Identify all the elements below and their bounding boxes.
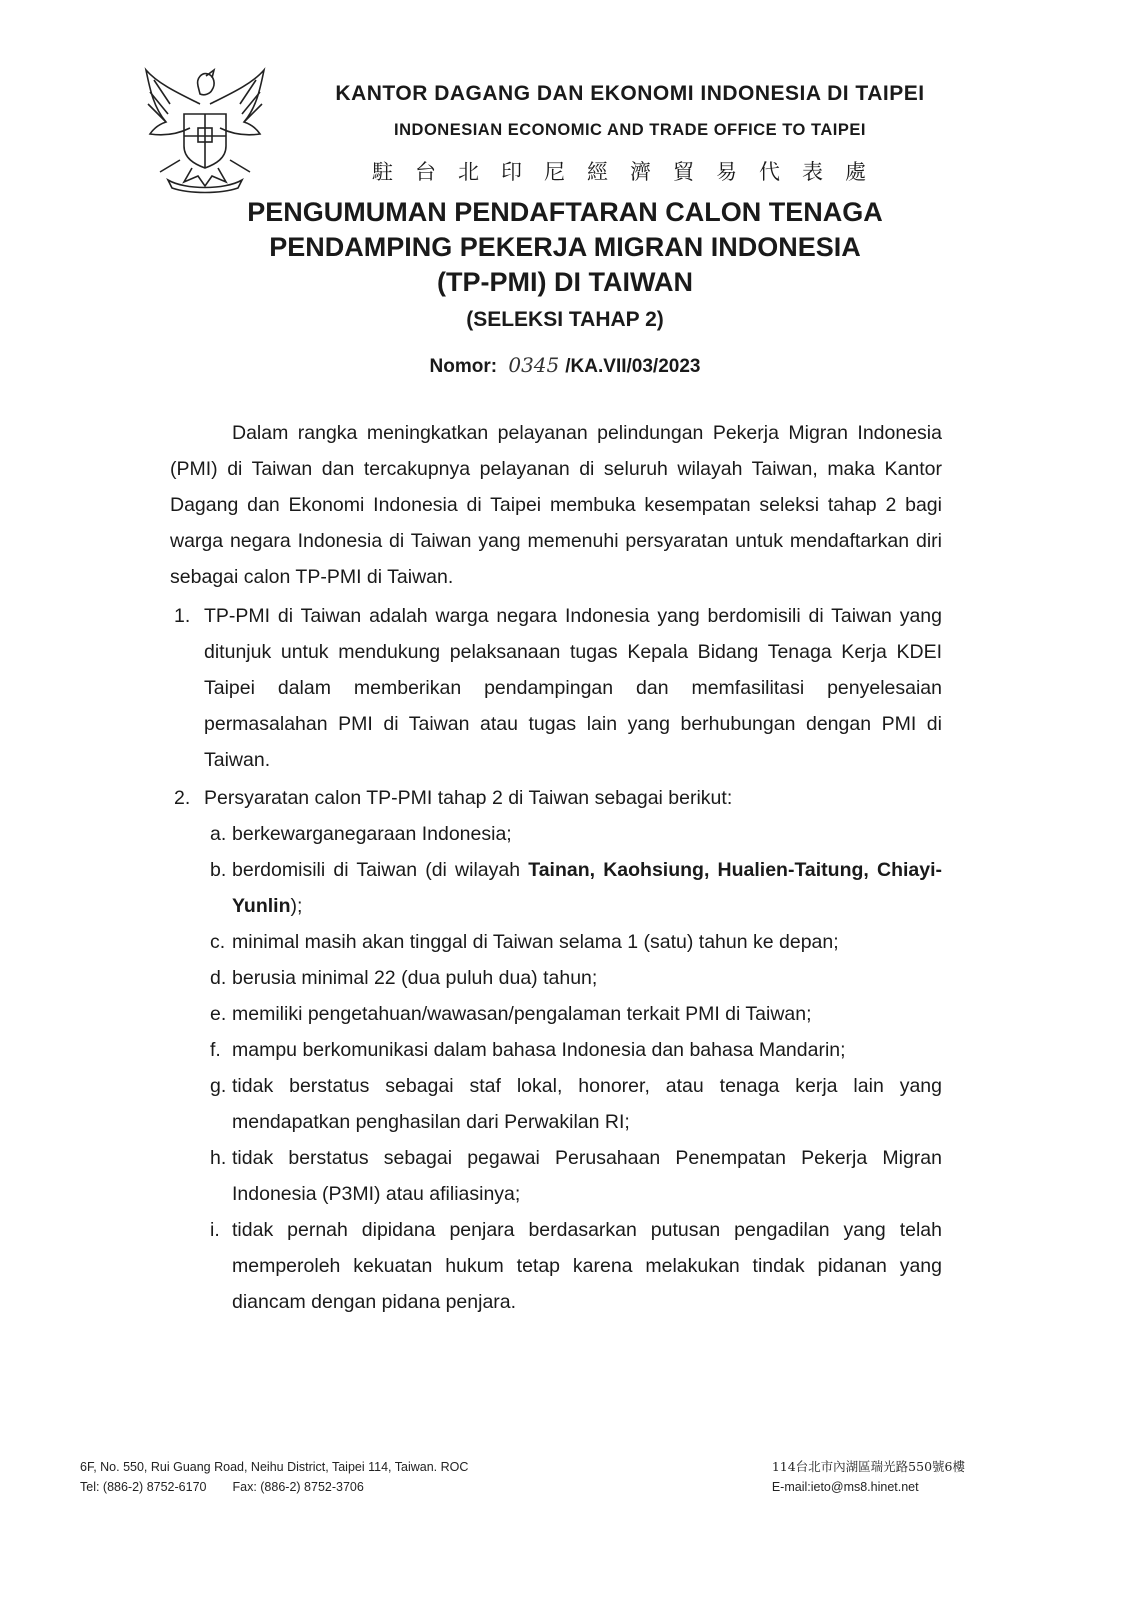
requirement-letter: d. [210, 967, 227, 989]
requirement-item [170, 996, 942, 1032]
nomor-handwritten: 0345 [508, 353, 560, 377]
requirement-letter: i. [210, 1219, 220, 1241]
item-number: 1. [174, 605, 191, 627]
footer-contact-right [772, 1457, 965, 1497]
requirement-text: tidak berstatus sebagai pegawai Perusahaan Penempatan Pekerja Migran Indonesia (P3MI) atau afiliasinya; [232, 1147, 942, 1205]
requirement-text-pre: berdomisili di Taiwan (di wilayah [232, 859, 529, 881]
document-number [0, 353, 1130, 378]
requirement-item [170, 1068, 942, 1140]
footer-address: 6F, No. 550, Rui Guang Road, Neihu District, Taipei 114, Taiwan. ROC [80, 1460, 469, 1474]
org-name-zh: 駐台北印尼經濟貿易代表處 [372, 160, 888, 184]
intro-paragraph: Dalam rangka meningkatkan pelayanan pelindungan Pekerja Migran Indonesia (PMI) di Taiwan dan tercakupnya pelayanan di seluruh wilayah Taiwan, maka Kantor Dagang dan Ekonomi Indonesia di Taipei membuka kesempatan seleksi tahap 2 bagi warga negara Indonesia di Taiwan yang memenuhi persyaratan untuk mendaftarkan diri sebagai calon TP-PMI di Taiwan. [170, 422, 942, 588]
requirement-text: tidak berstatus sebagai staf lokal, honorer, atau tenaga kerja lain yang mendapatkan penghasilan dari Perwakilan RI; [232, 1075, 942, 1133]
title-line-1: PENGUMUMAN PENDAFTARAN CALON TENAGA [247, 197, 883, 227]
requirement-text: minimal masih akan tinggal di Taiwan selama 1 (satu) tahun ke depan; [232, 931, 839, 953]
title-line-3: (TP-PMI) DI TAIWAN [437, 267, 693, 297]
requirement-item [170, 960, 942, 996]
requirements-list [170, 816, 942, 1320]
requirement-text: memiliki pengetahuan/wawasan/pengalaman terkait PMI di Taiwan; [232, 1003, 812, 1025]
requirement-letter: g. [210, 1075, 227, 1097]
org-name-id: KANTOR DAGANG DAN EKONOMI INDONESIA DI TAIPEI [335, 82, 925, 105]
requirement-letter: e. [210, 1003, 227, 1025]
footer-tel: Tel: (886-2) 8752-6170 [80, 1480, 207, 1494]
garuda-emblem-icon [140, 64, 270, 194]
requirement-text: mampu berkomunikasi dalam bahasa Indonesia dan bahasa Mandarin; [232, 1039, 846, 1061]
requirement-letter: b. [210, 859, 227, 881]
requirement-item [170, 1212, 942, 1320]
requirement-letter: c. [210, 931, 226, 953]
requirement-letter: a. [210, 823, 227, 845]
footer-contact-left [80, 1457, 468, 1497]
nomor-label: Nomor: [429, 356, 498, 377]
title-line-4: (SELEKSI TAHAP 2) [466, 308, 664, 331]
org-name-en: INDONESIAN ECONOMIC AND TRADE OFFICE TO TAIPEI [394, 121, 866, 139]
numbered-list [170, 598, 942, 778]
list-item [170, 598, 942, 778]
title-line-2: PENDAMPING PEKERJA MIGRAN INDONESIA [269, 232, 861, 262]
requirement-letter: h. [210, 1147, 227, 1169]
requirement-text-post: ); [290, 895, 303, 917]
requirement-item [170, 1032, 942, 1068]
item-text: TP-PMI di Taiwan adalah warga negara Indonesia yang berdomisili di Taiwan yang ditunjuk untuk mendukung pelaksanaan tugas Kepala Bidang Tenaga Kerja KDEI Taipei dalam memberikan pendampingan dan memfasilitasi penyelesaian permasalahan PMI di Taiwan atau tugas lain yang berhubungan dengan PMI di Taiwan. [204, 605, 942, 771]
requirement-item [170, 1140, 942, 1212]
requirement-item [170, 852, 942, 924]
nomor-suffix: /KA.VII/03/2023 [565, 356, 701, 377]
footer-fax: Fax: (886-2) 8752-3706 [232, 1480, 364, 1494]
footer-address-zh: 114台北市內湖區瑞光路550號6樓 [771, 1459, 965, 1474]
announcement-title [170, 195, 960, 337]
requirement-text: berkewarganegaraan Indonesia; [232, 823, 512, 845]
requirements-section [170, 780, 942, 1320]
item-number: 2. [174, 787, 191, 809]
list-item [170, 780, 942, 816]
requirement-text: tidak pernah dipidana penjara berdasarkan putusan pengadilan yang telah memperoleh kekuatan hukum tetap karena melakukan tindak pidanan yang diancam dengan pidana penjara. [232, 1219, 942, 1313]
requirement-regions: Tainan, Kaohsiung, Hualien-Taitung, Chiayi- Yunlin [232, 859, 942, 917]
requirement-item [170, 924, 942, 960]
requirement-letter: f. [210, 1039, 221, 1061]
requirement-item [170, 816, 942, 852]
item-text: Persyaratan calon TP-PMI tahap 2 di Taiwan sebagai berikut: [204, 787, 733, 809]
requirement-text: berusia minimal 22 (dua puluh dua) tahun; [232, 967, 598, 989]
footer-email[interactable]: E-mail:ieto@ms8.hinet.net [771, 1480, 919, 1494]
